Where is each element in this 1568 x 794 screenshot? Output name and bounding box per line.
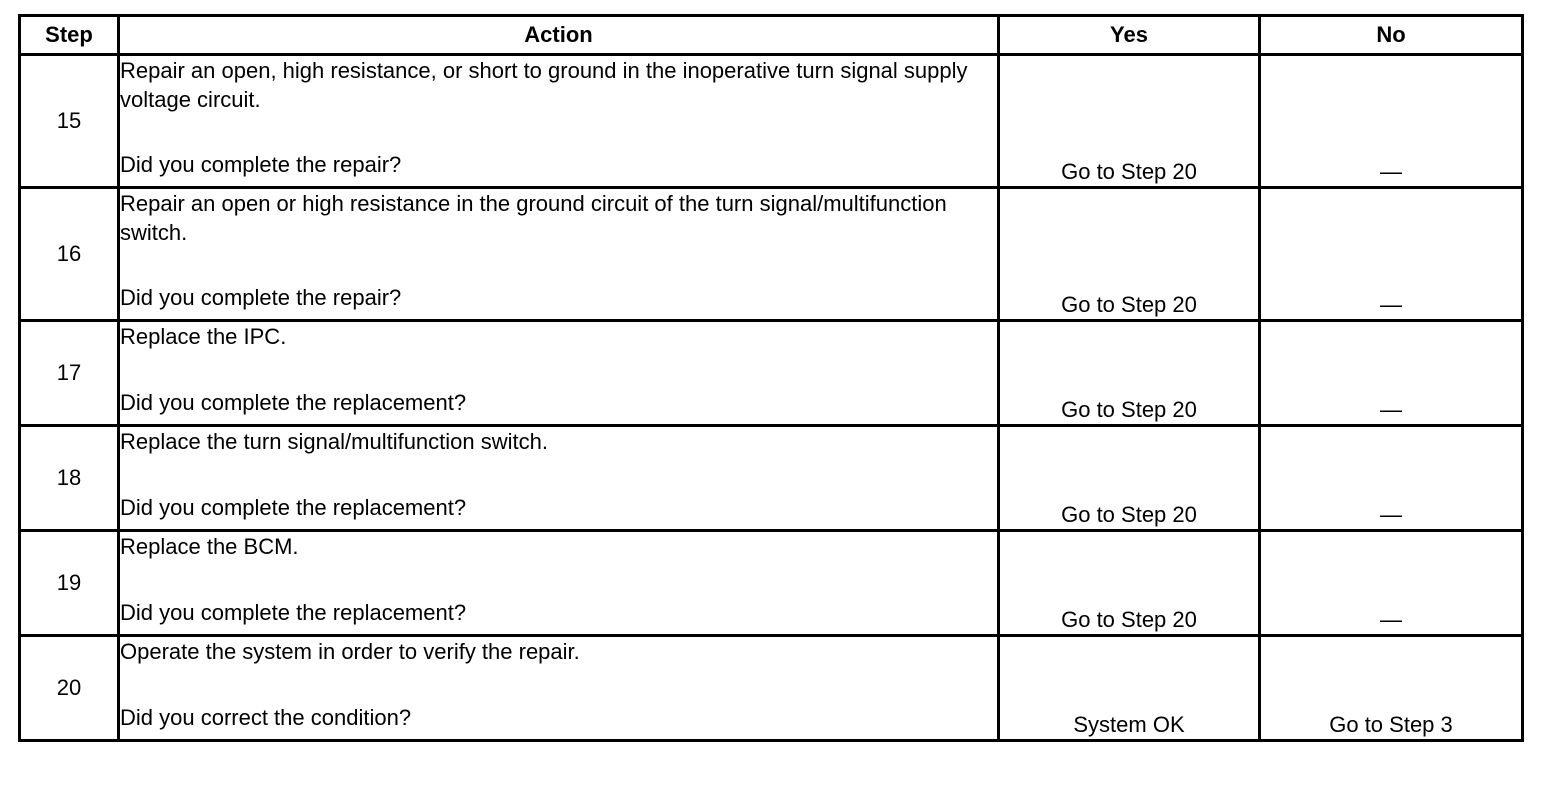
- yes-result: Go to Step 20: [999, 321, 1260, 426]
- step-number: 15: [20, 55, 119, 188]
- table-row: [20, 188, 1523, 321]
- action-question: Did you complete the replacement?: [120, 600, 467, 625]
- action-instruction: Operate the system in order to verify the repair.: [120, 639, 580, 664]
- action-cell: [119, 426, 999, 531]
- action-cell: [119, 321, 999, 426]
- yes-result: Go to Step 20: [999, 426, 1260, 531]
- yes-result: Go to Step 20: [999, 188, 1260, 321]
- no-result: Go to Step 3: [1260, 636, 1523, 741]
- step-number: 19: [20, 531, 119, 636]
- action-instruction: Replace the IPC.: [120, 324, 287, 349]
- action-instruction: Repair an open, high resistance, or short to ground in the inoperative turn signal supply voltage circuit.: [120, 58, 968, 112]
- no-result: —: [1260, 188, 1523, 321]
- step-number: 20: [20, 636, 119, 741]
- header-action: Action: [119, 16, 999, 55]
- action-cell: [119, 55, 999, 188]
- no-result: —: [1260, 426, 1523, 531]
- header-no: No: [1260, 16, 1523, 55]
- no-result: —: [1260, 55, 1523, 188]
- header-yes: Yes: [999, 16, 1260, 55]
- action-instruction: Replace the turn signal/multifunction switch.: [120, 429, 548, 454]
- step-number: 17: [20, 321, 119, 426]
- step-number: 16: [20, 188, 119, 321]
- table-header-row: [20, 16, 1523, 55]
- table-row: [20, 531, 1523, 636]
- action-cell: [119, 188, 999, 321]
- table-row: [20, 55, 1523, 188]
- diagnostic-table: [18, 14, 1524, 742]
- no-result: —: [1260, 531, 1523, 636]
- table-row: [20, 636, 1523, 741]
- action-question: Did you correct the condition?: [120, 705, 412, 730]
- header-step: Step: [20, 16, 119, 55]
- action-cell: [119, 636, 999, 741]
- step-number: 18: [20, 426, 119, 531]
- action-cell: [119, 531, 999, 636]
- table-row: [20, 321, 1523, 426]
- action-question: Did you complete the replacement?: [120, 390, 467, 415]
- yes-result: Go to Step 20: [999, 531, 1260, 636]
- table-row: [20, 426, 1523, 531]
- action-instruction: Repair an open or high resistance in the ground circuit of the turn signal/multifunction switch.: [120, 191, 947, 245]
- action-question: Did you complete the replacement?: [120, 495, 467, 520]
- action-question: Did you complete the repair?: [120, 285, 402, 310]
- action-instruction: Replace the BCM.: [120, 534, 299, 559]
- yes-result: System OK: [999, 636, 1260, 741]
- no-result: —: [1260, 321, 1523, 426]
- action-question: Did you complete the repair?: [120, 152, 402, 177]
- yes-result: Go to Step 20: [999, 55, 1260, 188]
